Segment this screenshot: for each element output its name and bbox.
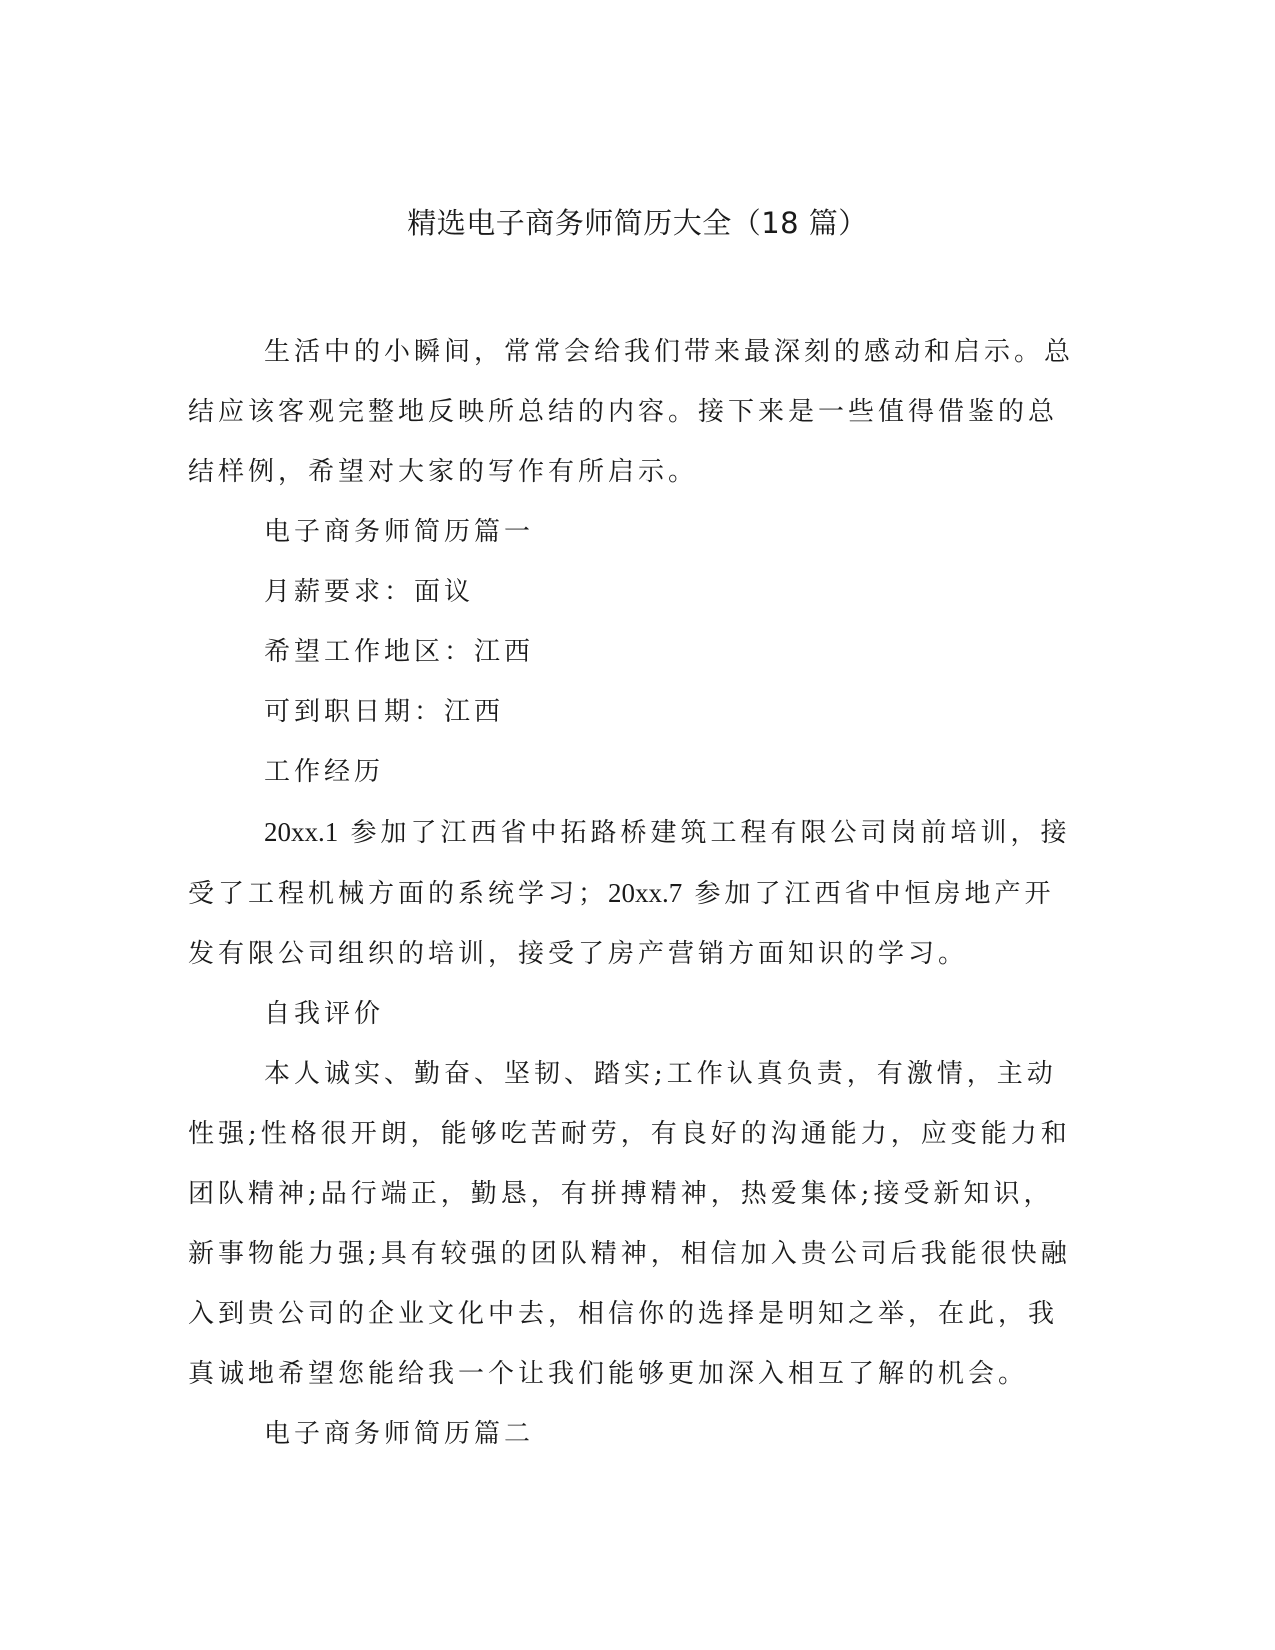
document-title: 精选电子商务师简历大全（18 篇） [407, 206, 868, 240]
work-experience-heading: 工作经历 [264, 757, 385, 787]
work-text-1: 参加了江西省中拓路桥建筑工程有限公司岗前培训，接受了工程机械方面的系统学习； [188, 818, 1071, 909]
self-evaluation-heading: 自我评价 [264, 999, 385, 1029]
self-evaluation-paragraph: 本人诚实、勤奋、坚韧、踏实;工作认真负责，有激情，主动性强;性格很开朗，能够吃苦耐劳，有良好的沟通能力，应变能力和团队精神;品行端正，勤恳，有拼搏精神，热爱集体;接受新知识，新事物能力强;具有较强的团队精神，相信加入贵公司后我能很快融入到贵公司的企业文化中去，相信你的选择是明知之举，在此，我真诚地希望您能给我一个让我们能够更加深入相互了解的机会。 [188, 1059, 1071, 1389]
desired-region-line: 希望工作地区：江西 [264, 637, 535, 667]
start-date-line: 可到职日期：江西 [264, 697, 505, 727]
section-heading-one: 电子商务师简历篇一 [264, 517, 535, 547]
intro-paragraph: 生活中的小瞬间，常常会给我们带来最深刻的感动和启示。总结应该客观完整地反映所总结的内容。接下来是一些值得借鉴的总结样例，希望对大家的写作有所启示。 [188, 337, 1075, 487]
section-heading-two: 电子商务师简历篇二 [264, 1419, 535, 1449]
work-experience-paragraph [188, 802, 1076, 984]
work-date-2: 20xx.7 [608, 878, 683, 908]
work-text-2: 参加了江西省中恒房地产开发有限公司组织的培训，接受了房产营销方面知识的学习。 [188, 879, 1055, 969]
document-body [188, 322, 1076, 1464]
work-date-1: 20xx.1 [264, 817, 339, 847]
salary-line: 月薪要求：面议 [264, 577, 475, 607]
